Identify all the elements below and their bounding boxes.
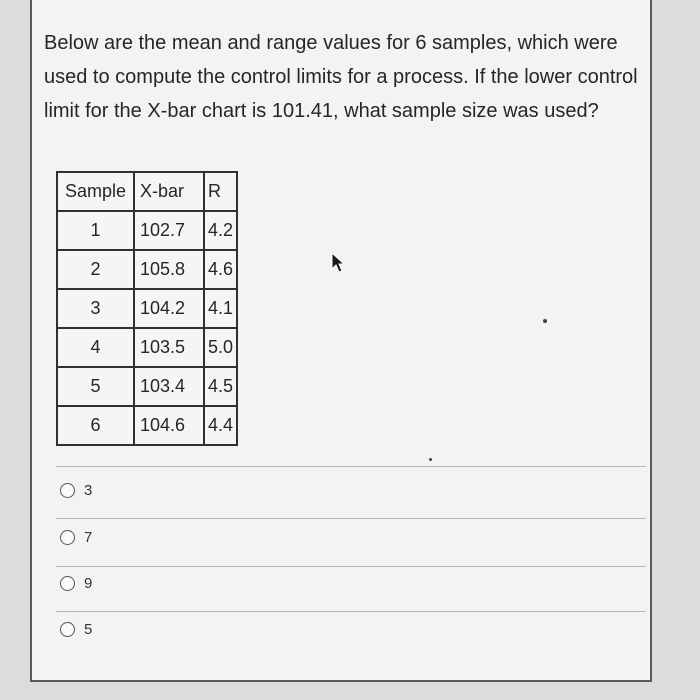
column-header-r: R: [204, 172, 237, 211]
xbar-cell: 103.4: [134, 367, 204, 406]
xbar-cell: 102.7: [134, 211, 204, 250]
table-row: [57, 289, 237, 328]
sample-cell: 6: [57, 406, 134, 445]
table-row: [57, 406, 237, 445]
range-cell: 5.0: [204, 328, 237, 367]
xbar-cell: 104.6: [134, 406, 204, 445]
options-divider: [56, 611, 646, 612]
range-cell: 4.5: [204, 367, 237, 406]
radio-button-icon[interactable]: [60, 530, 75, 545]
range-cell: 4.6: [204, 250, 237, 289]
radio-button-icon[interactable]: [60, 483, 75, 498]
range-cell: 4.2: [204, 211, 237, 250]
xbar-cell: 103.5: [134, 328, 204, 367]
sample-cell: 5: [57, 367, 134, 406]
options-divider: [56, 566, 646, 567]
screen-speck: [429, 458, 432, 461]
table-row: [57, 328, 237, 367]
sample-cell: 3: [57, 289, 134, 328]
radio-button-icon[interactable]: [60, 622, 75, 637]
sample-cell: 4: [57, 328, 134, 367]
table-row: [57, 211, 237, 250]
answer-option-label: 7: [84, 528, 93, 546]
answer-option-label: 5: [84, 620, 93, 638]
table-row: [57, 250, 237, 289]
table-header-row: [57, 172, 237, 211]
column-header-xbar: X-bar: [134, 172, 204, 211]
answer-option-7[interactable]: [60, 526, 92, 548]
answer-option-label: 9: [84, 574, 93, 592]
answer-option-5[interactable]: [60, 618, 92, 640]
answer-option-label: 3: [84, 481, 93, 499]
screen-speck: [543, 319, 547, 323]
answer-option-9[interactable]: [60, 572, 92, 594]
range-cell: 4.1: [204, 289, 237, 328]
radio-button-icon[interactable]: [60, 576, 75, 591]
range-cell: 4.4: [204, 406, 237, 445]
column-header-sample: Sample: [57, 172, 134, 211]
options-divider: [56, 466, 646, 467]
options-divider: [56, 518, 646, 519]
question-text: Below are the mean and range values for 6 samples, which were used to compute the control limits for a process. If the lower control limit for the X-bar chart is 101.41, what sample size was used?: [44, 32, 638, 122]
answer-option-3[interactable]: [60, 479, 92, 501]
mouse-pointer-icon: [331, 252, 345, 274]
sample-cell: 1: [57, 211, 134, 250]
xbar-cell: 105.8: [134, 250, 204, 289]
xbar-cell: 104.2: [134, 289, 204, 328]
table-row: [57, 367, 237, 406]
sample-cell: 2: [57, 250, 134, 289]
samples-table: [56, 171, 238, 446]
